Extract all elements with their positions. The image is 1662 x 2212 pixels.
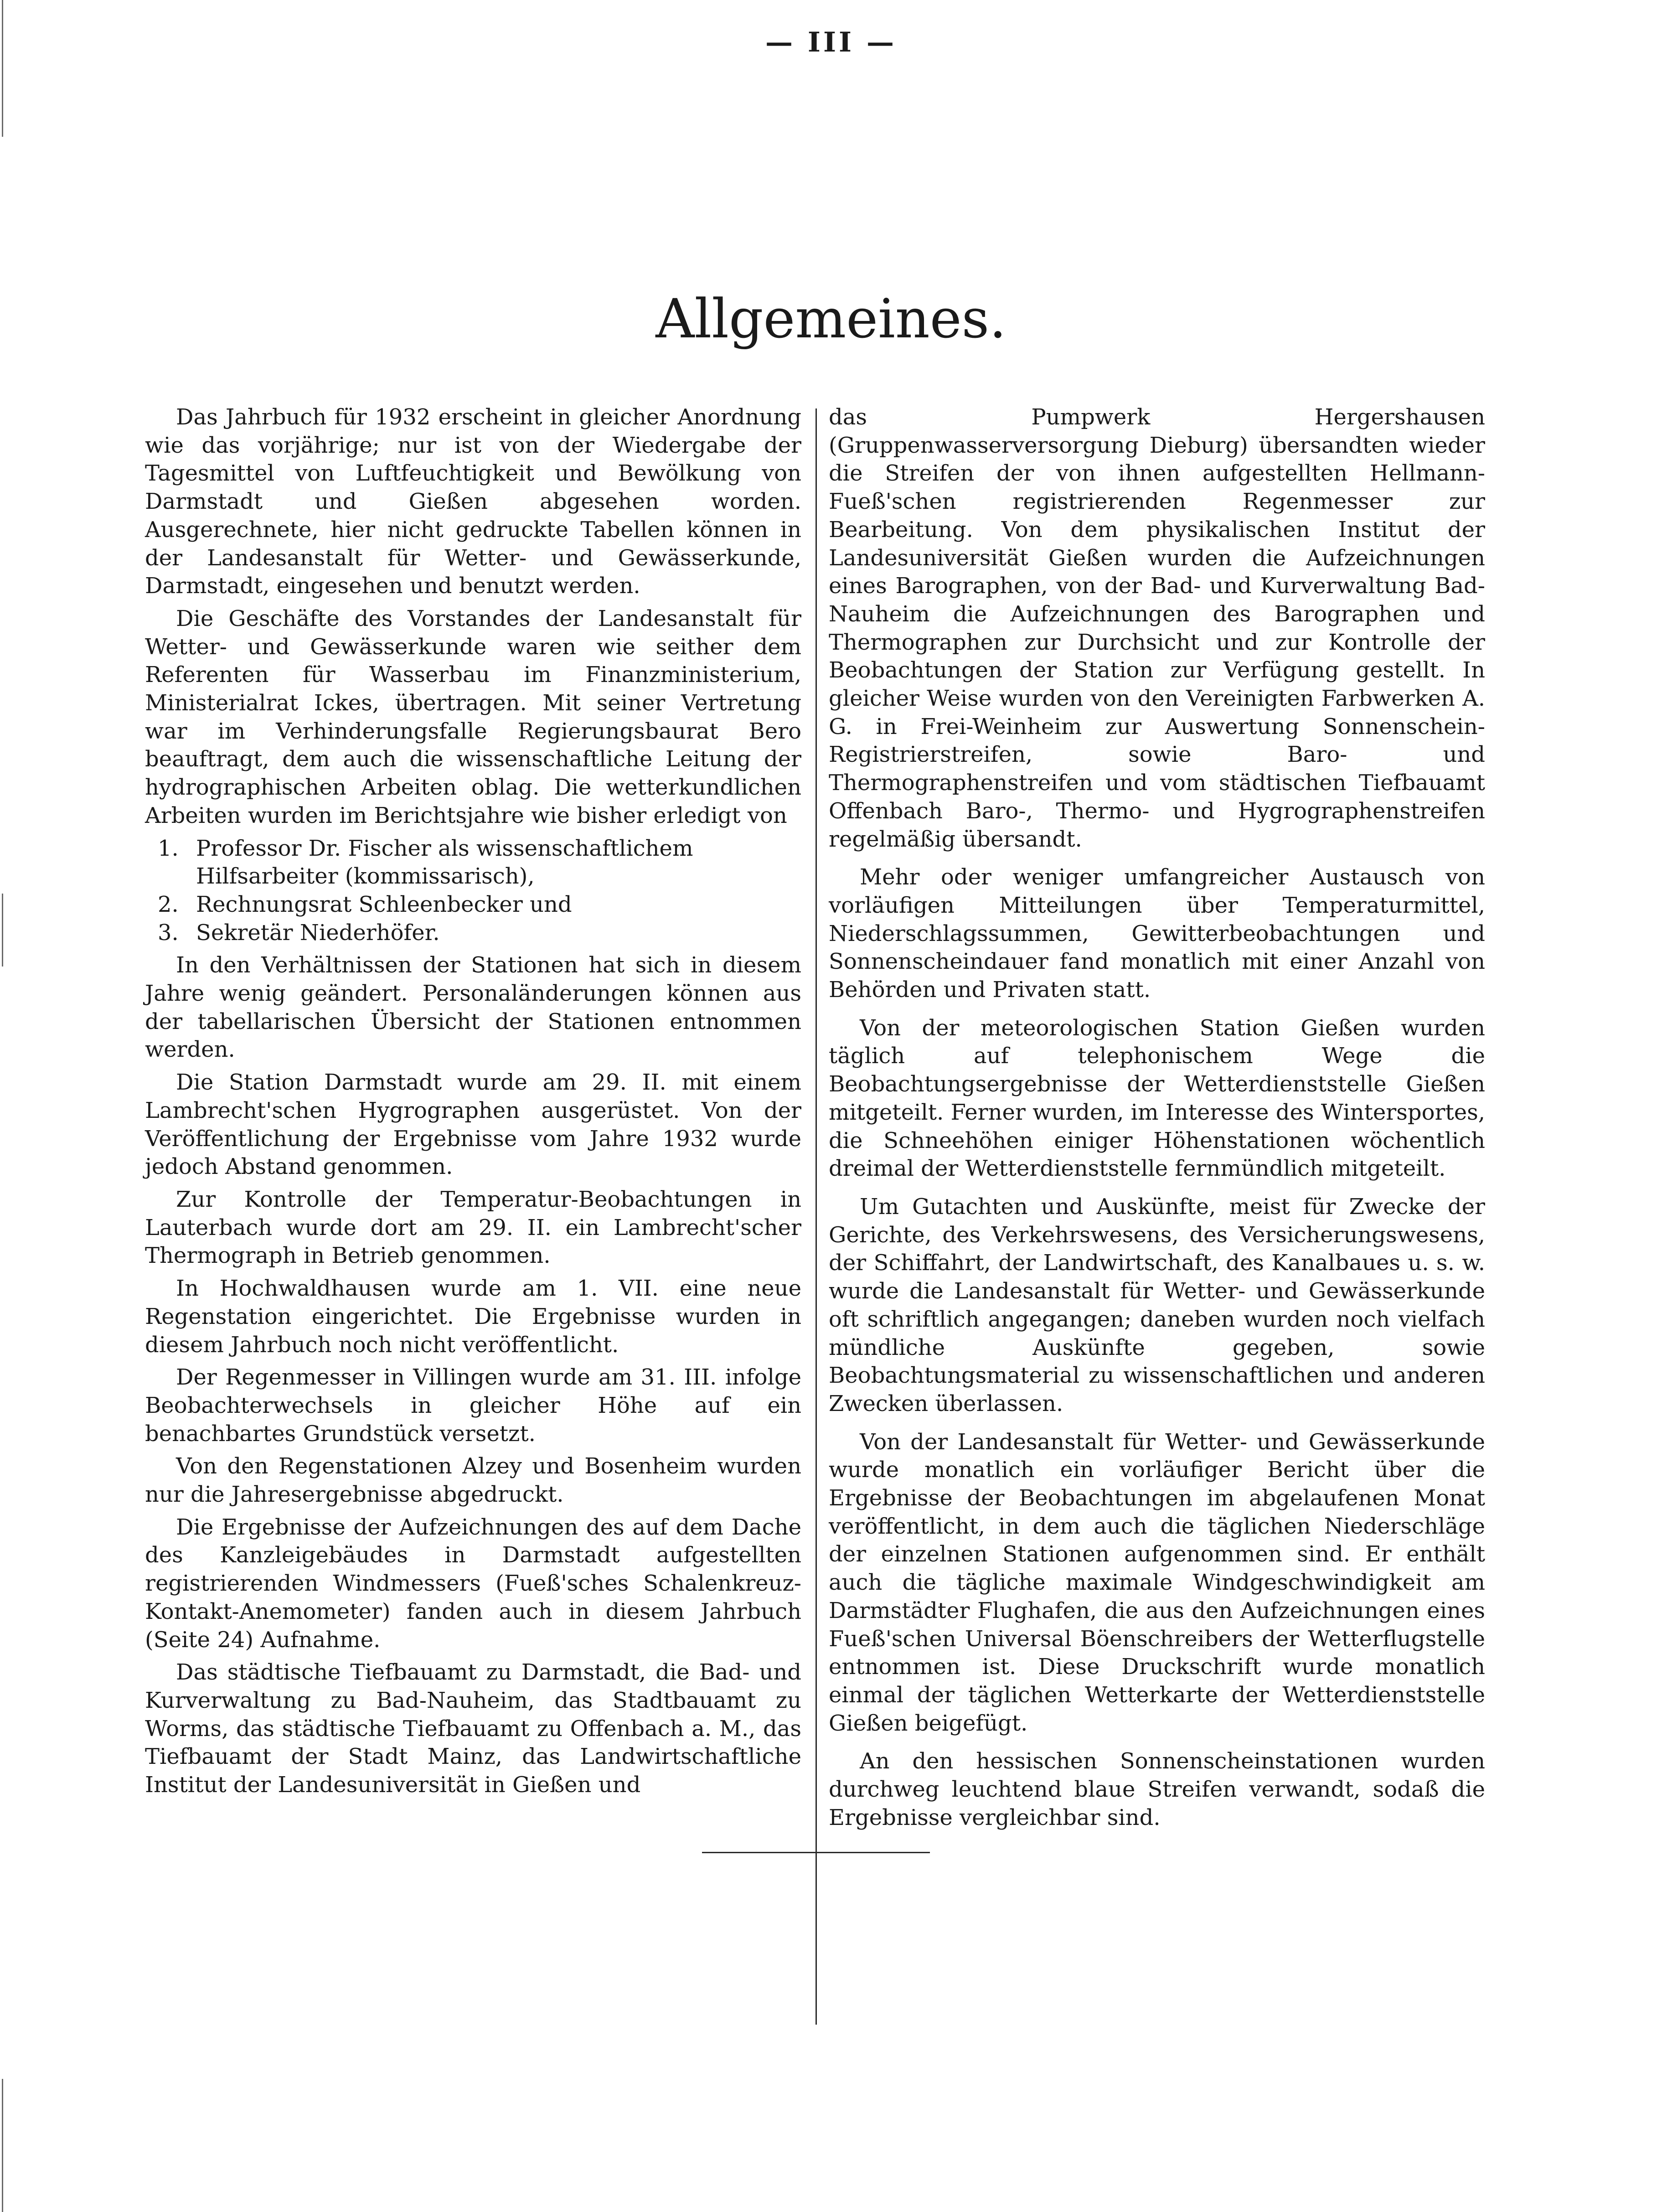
staff-list: [145, 835, 801, 947]
list-item: [145, 919, 801, 947]
paragraph: Um Gutachten und Auskünfte, meist für Zwecke der Gerichte, des Verkehrswesens, des Versicherungswesens, der Schiffahrt, der Landwirtschaft, des Kanalbaues u. s. w. wurde die Landesanstalt für Wetter- und Gewässerkunde oft schriftlich angegangen; daneben wurden noch vielfach mündliche Auskünfte gegeben, sowie Beobachtungsmaterial zu wissenschaftlichen und anderen Zwecken überlassen.: [829, 1194, 1485, 1416]
paragraph: Die Ergebnisse der Aufzeichnungen des auf dem Dache des Kanzleigebäudes in Darmstadt aufgestellten registrierenden Windmessers (Fueß'sches Schalenkreuz-Kontakt-Anemometer) fanden auch in diesem Jahrbuch (Seite 24) Aufnahme.: [145, 1514, 801, 1653]
paragraph: Der Regenmesser in Villingen wurde am 31. III. infolge Beobachterwechsels in gleicher Höhe auf ein benachbartes Grundstück versetzt.: [145, 1364, 801, 1447]
paragraph: Mehr oder weniger umfangreicher Austausch von vorläufigen Mitteilungen über Temperaturmittel, Niederschlagssummen, Gewitterbeobachtungen und Sonnenscheindauer fand monatlich mit einer Anzahl von Behörden und Privaten statt.: [829, 864, 1485, 1003]
paragraph: Das Jahrbuch für 1932 erscheint in gleicher Anordnung wie das vorjährige; nur ist von der Wiedergabe der Tagesmittel von Luftfeuchtigkeit und Bewölkung von Darmstadt und Gießen abgesehen worden. Ausgerechnete, hier nicht gedruckte Tabellen können in der Landesanstalt für Wetter- und Gewässerkunde, Darmstadt, eingesehen und benutzt werden.: [145, 404, 801, 599]
list-item: [145, 835, 801, 891]
list-number: 1.: [158, 835, 179, 861]
paragraph: Von den Regenstationen Alzey und Bosenheim wurden nur die Jahresergebnisse abgedruckt.: [145, 1453, 801, 1508]
paragraph: Zur Kontrolle der Temperatur-Beobachtungen in Lauterbach wurde dort am 29. II. ein Lambrecht'scher Thermograph in Betrieb genommen.: [145, 1186, 801, 1269]
end-rule: [702, 1852, 930, 1853]
right-column: [829, 403, 1485, 1836]
paragraph: In Hochwaldhausen wurde am 1. VII. eine neue Regenstation eingerichtet. Die Ergebnisse wurden in diesem Jahrbuch noch nicht veröffentlicht.: [145, 1276, 801, 1358]
paragraph: Von der Landesanstalt für Wetter- und Gewässerkunde wurde monatlich ein vorläufiger Bericht über die Ergebnisse der Beobachtungen im abgelaufenen Monat veröffentlicht, in dem auch die täglichen Niederschläge der einzelnen Stationen aufgenommen sind. Er enthält auch die tägliche maximale Windgeschwindigkeit am Darmstädter Flughafen, die aus den Aufzeichnungen eines Fueß'schen Universal Böenschreibers der Wetterflugstelle entnommen ist. Diese Druckschrift wurde monatlich einmal der täglichen Wetterkarte der Wetterdienststelle Gießen beigefügt.: [829, 1429, 1485, 1736]
paragraph: das Pumpwerk Hergershausen (Gruppenwasserversorgung Dieburg) übersandten wieder die Streifen der von ihnen aufgestellten Hellmann-Fueß'schen registrierenden Regenmesser zur Bearbeitung. Von dem physikalischen Institut der Landesuniversität Gießen wurden die Aufzeichnungen eines Barographen, von der Bad- und Kurverwaltung Bad-Nauheim die Aufzeichnungen des Barographen und Thermographen zur Durchsicht und zur Kontrolle der Beobachtungen der Station zur Verfügung gestellt. In gleicher Weise wurden von den Vereinigten Farbwerken A. G. in Frei-Weinheim zur Auswertung Sonnenschein-Registrierstreifen, sowie Baro- und Thermographenstreifen und vom städtischen Tiefbauamt Offenbach Baro-, Thermo- und Hygrographenstreifen regelmäßig übersandt.: [829, 404, 1485, 852]
paragraph: In den Verhältnissen der Stationen hat sich in diesem Jahre wenig geändert. Personaländerungen können aus der tabellarischen Übersicht der Stationen entnommen werden.: [145, 952, 801, 1063]
paragraph: Von der meteorologischen Station Gießen wurden täglich auf telephonischem Wege die Beobachtungsergebnisse der Wetterdienststelle Gießen mitgeteilt. Ferner wurden, im Interesse des Wintersportes, die Schneehöhen einiger Höhenstationen wöchentlich dreimal der Wetterdienststelle fernmündlich mitgeteilt.: [829, 1015, 1485, 1182]
paragraph: Die Geschäfte des Vorstandes der Landesanstalt für Wetter- und Gewässerkunde waren wie seither dem Referenten für Wasserbau im Finanzministerium, Ministerialrat Ickes, übertragen. Mit seiner Vertretung war im Verhinderungsfalle Regierungsbaurat Bero beauftragt, dem auch die wissenschaftliche Leitung der hydrographischen Arbeiten oblag. Die wetterkundlichen Arbeiten wurden im Berichtsjahre wie bisher erledigt von: [145, 605, 801, 828]
list-item-text: Professor Dr. Fischer als wissenschaftlichem Hilfsarbeiter (kommissarisch),: [196, 835, 693, 889]
column-divider: [816, 408, 817, 2025]
paragraph: Das städtische Tiefbauamt zu Darmstadt, die Bad- und Kurverwaltung zu Bad-Nauheim, das Stadtbauamt zu Worms, das städtische Tiefbauamt zu Offenbach a. M., das Tiefbauamt der Stadt Mainz, das Landwirtschaftliche Institut der Landesuniversität in Gießen und: [145, 1659, 801, 1798]
scan-edge-mark: [2, 894, 3, 966]
paragraph: An den hessischen Sonnenscheinstationen wurden durchweg leuchtend blaue Streifen verwandt, sodaß die Ergebnisse vergleichbar sind.: [829, 1748, 1485, 1830]
left-column: [145, 403, 801, 1804]
page-title: Allgemeines.: [656, 287, 1006, 350]
paragraph: Die Station Darmstadt wurde am 29. II. mit einem Lambrecht'schen Hygrographen ausgerüstet. Von der Veröffentlichung der Ergebnisse vom Jahre 1932 wurde jedoch Abstand genommen.: [145, 1070, 801, 1180]
list-number: 2.: [158, 891, 179, 917]
list-item-text: Sekretär Niederhöfer.: [196, 920, 440, 946]
list-number: 3.: [158, 920, 179, 946]
page-number: — III —: [765, 26, 897, 58]
scan-edge-mark: [2, 2079, 3, 2212]
list-item: [145, 891, 801, 919]
scan-edge-mark: [2, 0, 3, 137]
list-item-text: Rechnungsrat Schleenbecker und: [196, 891, 572, 917]
